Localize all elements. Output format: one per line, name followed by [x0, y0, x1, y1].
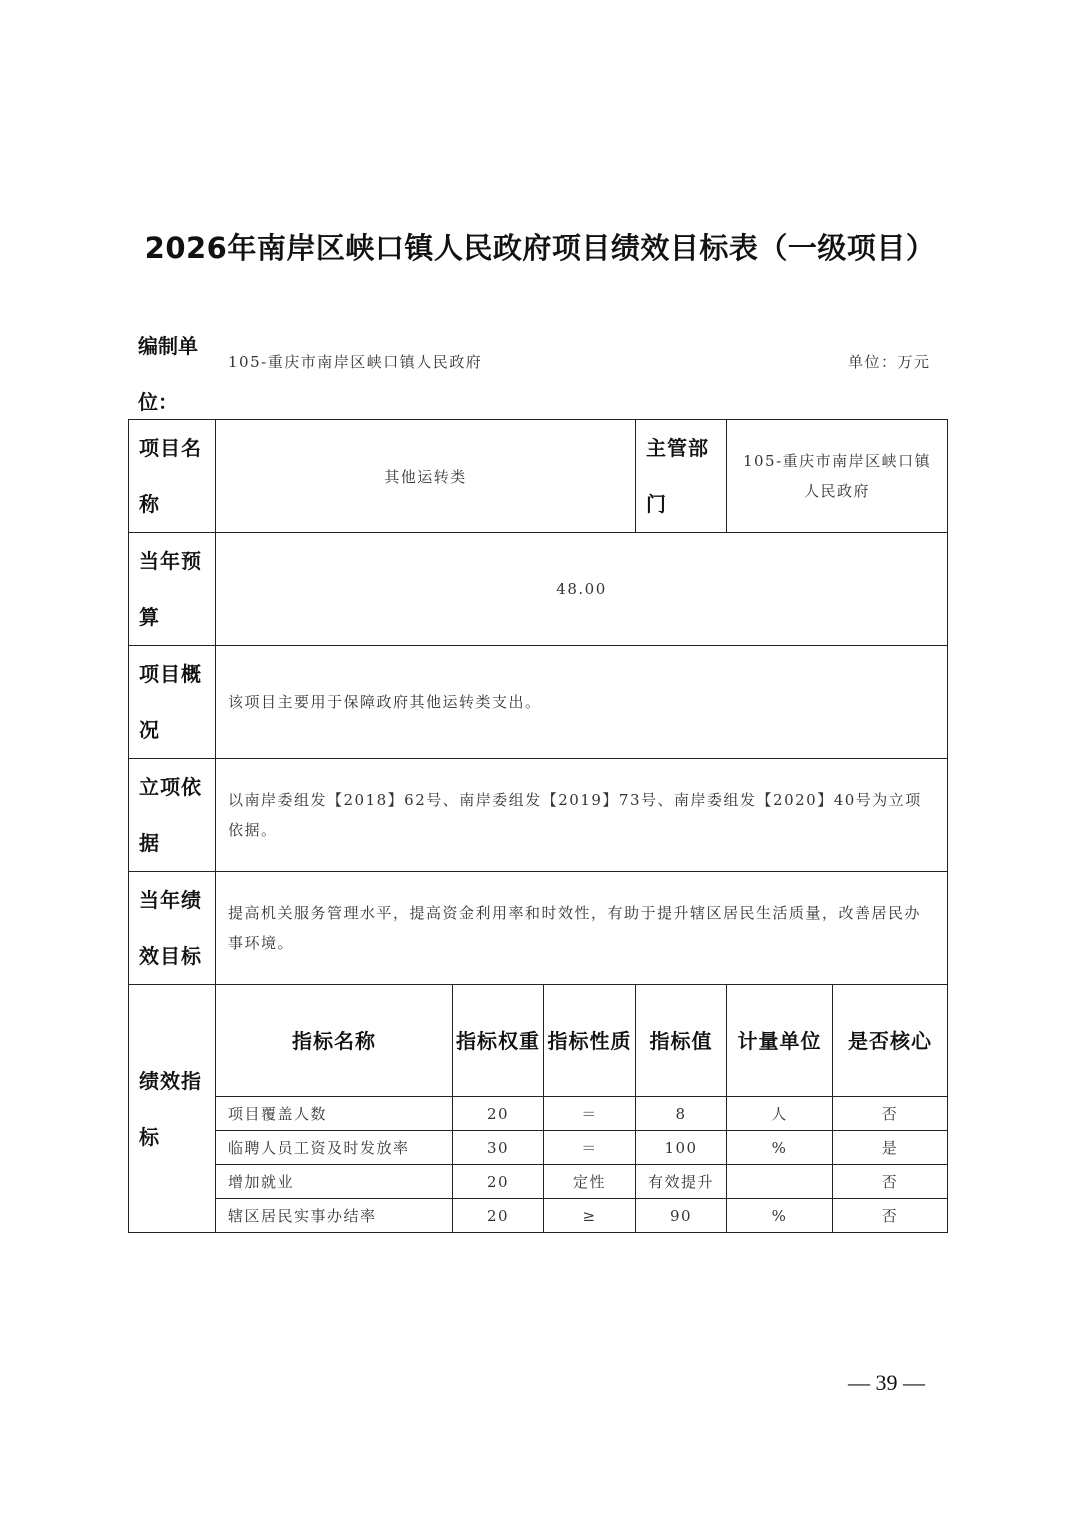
indicator-weight: 30	[453, 1131, 544, 1165]
indicator-value: 8	[636, 1097, 727, 1131]
indicator-core: 是	[833, 1131, 948, 1165]
indicators-label: 绩效指标	[129, 985, 216, 1233]
project-name: 其他运转类	[216, 420, 636, 533]
basis-label: 立项依据	[129, 759, 216, 872]
header-unit: 计量单位	[727, 985, 833, 1097]
header-value: 指标值	[636, 985, 727, 1097]
unit-value: 105-重庆市南岸区峡口镇人民政府	[228, 353, 483, 371]
indicator-unit: %	[727, 1199, 833, 1233]
money-unit: 单位：万元	[848, 353, 931, 371]
indicator-name: 临聘人员工资及时发放率	[216, 1131, 453, 1165]
indicator-nature: ≥	[544, 1199, 636, 1233]
header-core: 是否核心	[833, 985, 948, 1097]
indicator-name: 增加就业	[216, 1165, 453, 1199]
overview-value: 该项目主要用于保障政府其他运转类支出。	[216, 646, 948, 759]
indicator-nature: ＝	[544, 1097, 636, 1131]
performance-table	[128, 419, 948, 1233]
indicator-value: 100	[636, 1131, 727, 1165]
unit-label: 编制单位：	[138, 334, 198, 414]
table-row	[129, 1131, 948, 1165]
dept-label: 主管部门	[636, 420, 727, 533]
goal-label: 当年绩效目标	[129, 872, 216, 985]
budget-label: 当年预算	[129, 533, 216, 646]
indicator-core: 否	[833, 1165, 948, 1199]
indicator-nature: ＝	[544, 1131, 636, 1165]
header-weight: 指标权重	[453, 985, 544, 1097]
header-name: 指标名称	[216, 985, 453, 1097]
overview-label: 项目概况	[129, 646, 216, 759]
indicator-core: 否	[833, 1097, 948, 1131]
indicator-core: 否	[833, 1199, 948, 1233]
indicator-name: 辖区居民实事办结率	[216, 1199, 453, 1233]
table-row	[129, 1165, 948, 1199]
indicator-unit: 人	[727, 1097, 833, 1131]
indicator-weight: 20	[453, 1097, 544, 1131]
indicator-nature: 定性	[544, 1165, 636, 1199]
dept-value: 105-重庆市南岸区峡口镇人民政府	[727, 420, 948, 533]
header-nature: 指标性质	[544, 985, 636, 1097]
indicator-weight: 20	[453, 1165, 544, 1199]
indicator-unit	[727, 1165, 833, 1199]
page-number: — 39 —	[848, 1370, 925, 1395]
page-title: 2026年南岸区峡口镇人民政府项目绩效目标表（一级项目）	[144, 231, 936, 265]
budget-value: 48.00	[216, 533, 948, 646]
indicator-name: 项目覆盖人数	[216, 1097, 453, 1131]
indicator-weight: 20	[453, 1199, 544, 1233]
table-row	[129, 1199, 948, 1233]
indicator-value: 有效提升	[636, 1165, 727, 1199]
basis-value: 以南岸委组发【2018】62号、南岸委组发【2019】73号、南岸委组发【2020】40号为立项依据。	[216, 759, 948, 872]
project-name-label: 项目名称	[129, 420, 216, 533]
table-row	[129, 1097, 948, 1131]
indicator-unit: %	[727, 1131, 833, 1165]
goal-value: 提高机关服务管理水平，提高资金利用率和时效性，有助于提升辖区居民生活质量，改善居民办事环境。	[216, 872, 948, 985]
indicator-value: 90	[636, 1199, 727, 1233]
